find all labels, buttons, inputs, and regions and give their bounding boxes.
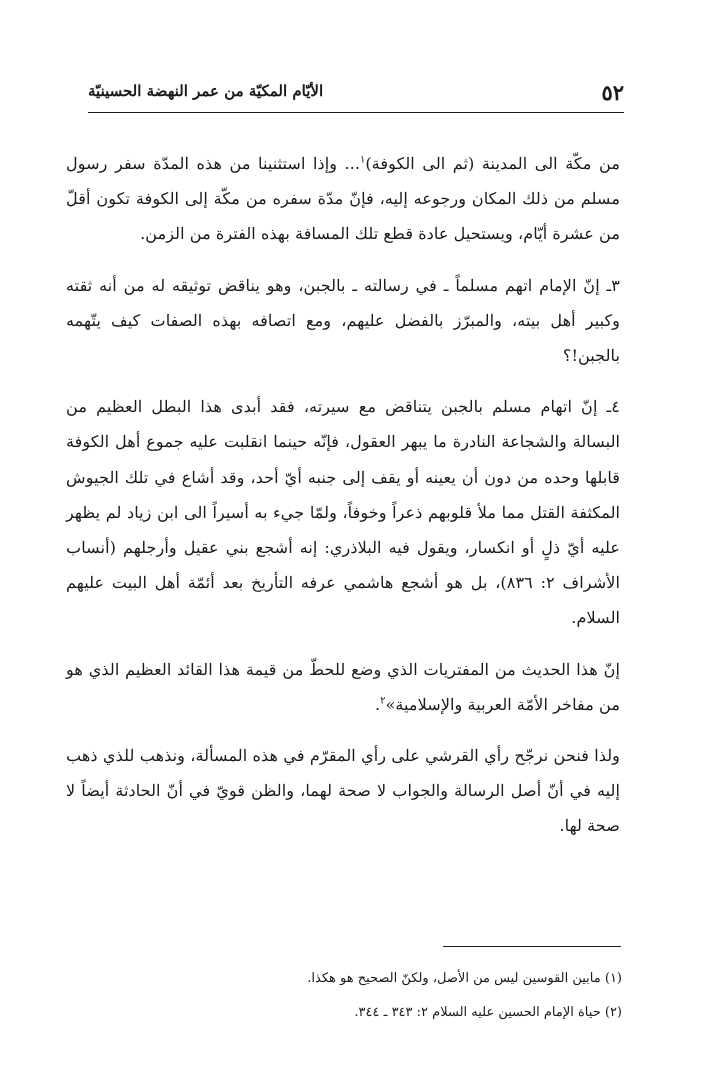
page-number: ٥٢ [601,80,624,105]
page-header [88,78,624,108]
paragraph-4 [66,652,620,722]
paragraph-1 [66,146,620,252]
paragraph-2 [66,268,620,374]
footnote-ref-2[interactable]: ٢ [380,695,386,707]
running-title: الأيّام المكيّة من عمر النهضة الحسينيّة [88,82,324,100]
paragraph-text: من مكّة الى المدينة (ثم الى الكوفة) [365,154,620,173]
paragraph-text: ولذا فنحن نرجّح رأي القرشي على رأي المقرّم في هذه المسألة، ونذهب للذي ذهب إليه في أنّ أصل الرسالة والجواب لا صحة لهما، والظن قويّ في أنّ الحادثة أيضاً لا صحة لها. [66,746,620,836]
header-rule [88,112,624,113]
paragraph-text: ٣ـ إنّ الإمام اتهم مسلماً ـ في رسالته ـ بالجبن، وهو يناقض توثيقه له من أنه ثقته وكبير أهل بيته، والمبرّز بالفضل عليهم، ومع اتصافه بهذه الصفات كيف يتّهمه بالجبن!؟ [66,275,620,366]
paragraph-3 [66,389,620,635]
paragraph-text: ٤ـ إنّ اتهام مسلم بالجبن يتناقض مع سيرته، فقد أبدى هذا البطل العظيم من البسالة والشجاعة النادرة ما يبهر العقول، فإنّه حينما انقلبت عليه جموع أهل الكوفة قابلها وحده من دون أن يعينه أو يقف إلى جنبه أيّ أحد، وقد أشاع في تلك الجيوش المكثفة القتل مما ملأ قلوبهم ذعراً وخوفاً، ولمّا جيء به أسيراً الى ابن زياد لم يظهر عليه أيّ ذلٍ أو انكسار، ويقول فيه البلاذري: إنه أشجع بني عقيل وأرجلهم (أنساب الأشراف ٢: ٨٣٦)، بل هو أشجع هاشمي عرفه التأريخ بعد أئمّة أهل البيت عليهم السلام. [66,397,620,628]
paragraph-text: ... وإذا استثنينا من هذه المدّة سفر رسول مسلم من ذلك المكان ورجوعه إليه، فإنّ مدّة سفره من مكّة إلى الكوفة تكون أقلّ من عشرة أيّام، ويستحيل عادة قطع تلك المسافة بهذه الفترة من الزمن. [66,154,620,244]
paragraph-5 [66,738,620,844]
footnote-ref-1[interactable]: ١ [359,154,366,166]
footnote-2: (٢) حياة الإمام الحسين عليه السلام ٢: ٣٤٣ ـ ٣٤٤. [354,1005,622,1020]
paragraph-text: . [374,694,381,714]
paragraph-text: إنّ هذا الحديث من المفتريات الذي وضع للحطّ من قيمة هذا القائد العظيم الذي هو من مفاخر الأمّة العربية والإسلامية» [66,659,620,714]
footnotes [100,962,622,1030]
footnote-1: (١) مابين القوسين ليس من الأصل، ولكنّ الصحيح هو هكذا. [307,971,622,986]
footnote-rule [443,946,621,947]
body-text [66,146,620,860]
